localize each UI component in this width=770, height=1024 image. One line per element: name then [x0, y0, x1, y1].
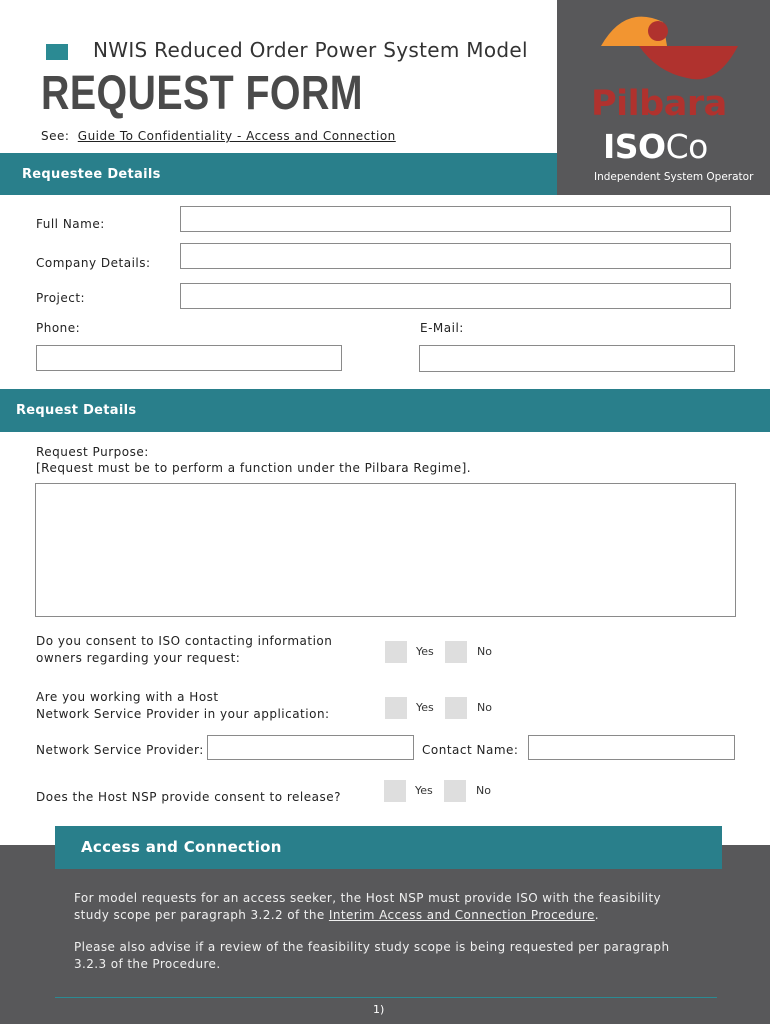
consent-question-line2: owners regarding your request: — [36, 651, 241, 665]
logo-tagline: Independent System Operator — [594, 171, 754, 183]
company-details-label: Company Details: — [36, 256, 151, 270]
request-purpose-textarea[interactable] — [35, 483, 736, 617]
request-purpose-label: Request Purpose: — [36, 445, 149, 459]
form-subtitle: NWIS Reduced Order Power System Model — [93, 38, 528, 62]
logo-isoco — [603, 127, 708, 166]
interim-procedure-link[interactable]: Interim Access and Connection Procedure — [328, 908, 595, 922]
footer-divider — [55, 997, 717, 998]
consent-question — [36, 633, 332, 667]
access-p2-line2: 3.2.3 of the Procedure. — [74, 957, 221, 971]
host-yes-checkbox[interactable] — [385, 697, 407, 719]
consent-no-checkbox[interactable] — [445, 641, 467, 663]
form-title: REQUEST FORM — [41, 67, 363, 120]
host-yes-label: Yes — [416, 701, 434, 714]
access-p1-pre: study scope per paragraph 3.2.2 of the — [74, 908, 329, 922]
email-field[interactable] — [419, 345, 735, 372]
access-p1-post: . — [594, 908, 600, 922]
host-question-line1: Are you working with a Host — [36, 690, 219, 704]
see-prefix: See: — [41, 129, 70, 143]
release-question: Does the Host NSP provide consent to release? — [36, 790, 341, 804]
see-reference — [41, 129, 396, 143]
release-yes-label: Yes — [415, 784, 433, 797]
contact-name-label: Contact Name: — [422, 743, 519, 757]
project-field[interactable] — [180, 283, 731, 309]
full-name-field[interactable] — [180, 206, 731, 232]
request-details-heading: Request Details — [0, 389, 770, 432]
nsp-field[interactable] — [207, 735, 414, 760]
logo-panel — [557, 0, 770, 195]
sunrise-logo-icon — [557, 0, 770, 95]
host-question-line2: Network Service Provider in your application: — [36, 707, 330, 721]
logo-pilbara: Pilbara — [591, 84, 727, 124]
consent-yes-label: Yes — [416, 645, 434, 658]
release-no-checkbox[interactable] — [444, 780, 466, 802]
phone-label: Phone: — [36, 321, 81, 335]
host-no-label: No — [477, 701, 492, 714]
access-p2-line1: Please also advise if a review of the feasibility study scope is being requested per paragraph — [74, 940, 670, 954]
email-label: E-Mail: — [420, 321, 464, 335]
project-label: Project: — [36, 291, 86, 305]
access-paragraph-1 — [74, 890, 661, 924]
company-details-field[interactable] — [180, 243, 731, 269]
full-name-label: Full Name: — [36, 217, 105, 231]
consent-no-label: No — [477, 645, 492, 658]
release-yes-checkbox[interactable] — [384, 780, 406, 802]
host-no-checkbox[interactable] — [445, 697, 467, 719]
header-square — [46, 44, 68, 60]
confidentiality-guide-link[interactable]: Guide To Confidentiality - Access and Connection — [77, 129, 396, 143]
host-question — [36, 689, 330, 723]
release-no-label: No — [476, 784, 491, 797]
logo-iso: ISO — [603, 127, 666, 166]
consent-yes-checkbox[interactable] — [385, 641, 407, 663]
consent-question-line1: Do you consent to ISO contacting information — [36, 634, 333, 648]
access-p1-line1: For model requests for an access seeker, the Host NSP must provide ISO with the feasibility — [74, 891, 662, 905]
page-number: 1) — [373, 1003, 385, 1016]
phone-field[interactable] — [36, 345, 342, 371]
nsp-label: Network Service Provider: — [36, 743, 204, 757]
access-p1-line2 — [74, 907, 661, 924]
contact-name-field[interactable] — [528, 735, 735, 760]
logo-co: Co — [665, 127, 708, 166]
requestee-details-heading: Requestee Details — [0, 153, 557, 195]
access-paragraph-2 — [74, 939, 669, 973]
request-purpose-note: [Request must be to perform a function under the Pilbara Regime]. — [36, 461, 472, 475]
access-connection-heading: Access and Connection — [55, 826, 722, 869]
